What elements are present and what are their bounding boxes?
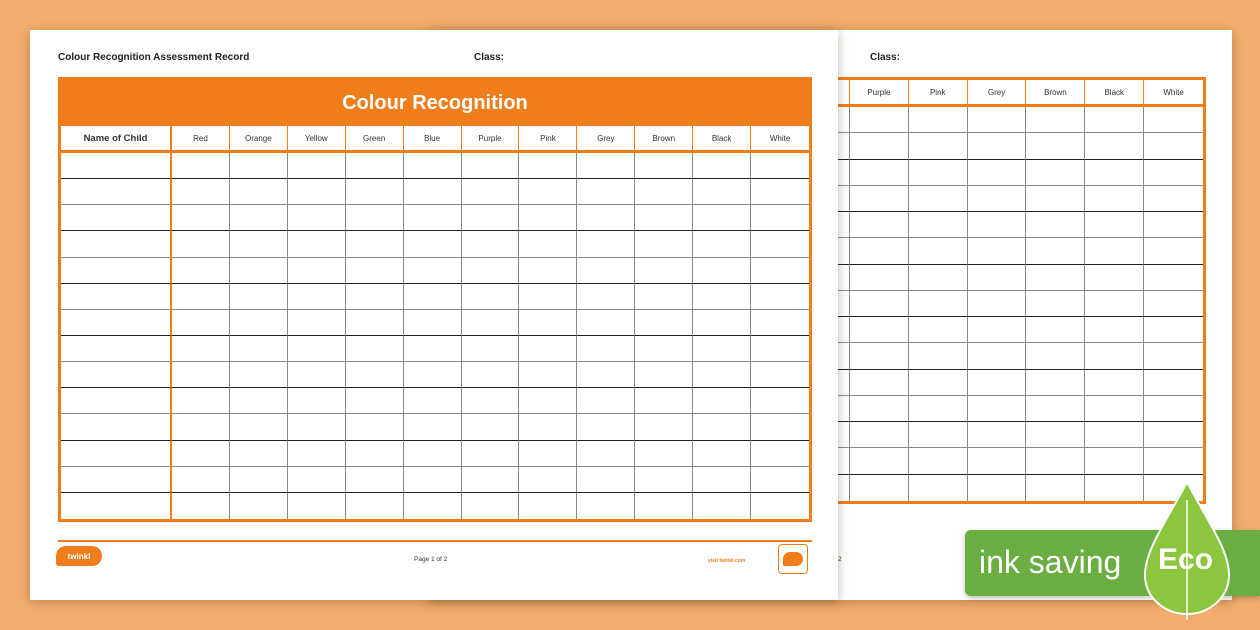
colour-check-cell (172, 493, 230, 519)
colour-check-cell (462, 336, 520, 362)
back-column-header-pink: Pink (909, 80, 968, 107)
colour-check-cell (751, 153, 809, 179)
back-class-label: Class: (870, 52, 901, 63)
colour-check-cell (577, 258, 635, 284)
back-table-cell (968, 133, 1027, 159)
footer-divider (58, 540, 812, 542)
colour-check-cell (577, 284, 635, 310)
child-name-cell (61, 284, 172, 310)
back-table-cell (968, 422, 1027, 448)
colour-check-cell (577, 467, 635, 493)
colour-check-cell (404, 362, 462, 388)
child-name-cell (61, 362, 172, 388)
back-table-cell (850, 133, 909, 159)
colour-check-cell (172, 336, 230, 362)
colour-check-cell (462, 231, 520, 257)
colour-check-cell (519, 414, 577, 440)
child-name-cell (61, 153, 172, 179)
colour-check-cell (230, 441, 288, 467)
colour-check-cell (230, 179, 288, 205)
colour-check-cell (288, 441, 346, 467)
colour-check-cell (346, 467, 404, 493)
colour-check-cell (751, 205, 809, 231)
colour-check-cell (230, 336, 288, 362)
column-header-orange: Orange (230, 126, 288, 153)
back-table-cell (1144, 448, 1203, 474)
back-assessment-table (828, 77, 1206, 504)
colour-check-cell (751, 493, 809, 519)
back-table-cell (968, 448, 1027, 474)
colour-check-cell (519, 179, 577, 205)
colour-check-cell (635, 467, 693, 493)
back-table-cell (850, 186, 909, 212)
colour-check-cell (751, 388, 809, 414)
column-header-yellow: Yellow (288, 126, 346, 153)
colour-check-cell (519, 441, 577, 467)
back-page-number: 2 (838, 556, 842, 563)
colour-check-cell (346, 336, 404, 362)
colour-check-cell (230, 414, 288, 440)
colour-check-cell (172, 414, 230, 440)
back-table-cell (1026, 107, 1085, 133)
colour-check-cell (462, 441, 520, 467)
colour-check-cell (172, 231, 230, 257)
colour-check-cell (693, 388, 751, 414)
back-table-cell (1144, 422, 1203, 448)
back-table-cell (1026, 291, 1085, 317)
colour-check-cell (519, 388, 577, 414)
back-table-cell (968, 160, 1027, 186)
back-table-cell (909, 396, 968, 422)
colour-check-cell (751, 362, 809, 388)
colour-check-cell (346, 179, 404, 205)
back-table-cell (968, 238, 1027, 264)
back-table-cell (1144, 107, 1203, 133)
colour-check-cell (751, 310, 809, 336)
colour-check-cell (172, 258, 230, 284)
assessment-table (58, 77, 812, 522)
back-table-cell (909, 133, 968, 159)
colour-check-cell (693, 205, 751, 231)
colour-check-cell (230, 388, 288, 414)
colour-check-cell (346, 153, 404, 179)
colour-check-cell (751, 179, 809, 205)
colour-check-cell (346, 414, 404, 440)
back-table-cell (1085, 370, 1144, 396)
back-table-cell (850, 265, 909, 291)
back-table-cell (968, 475, 1027, 501)
colour-check-cell (577, 310, 635, 336)
back-column-header-purple: Purple (850, 80, 909, 107)
colour-check-cell (519, 258, 577, 284)
back-table-cell (968, 396, 1027, 422)
colour-check-cell (519, 153, 577, 179)
back-table-cell (968, 212, 1027, 238)
colour-check-cell (462, 414, 520, 440)
colour-check-cell (693, 414, 751, 440)
table-grid (61, 126, 809, 519)
colour-check-cell (635, 388, 693, 414)
back-table-cell (968, 317, 1027, 343)
colour-check-cell (172, 284, 230, 310)
colour-check-cell (519, 362, 577, 388)
colour-check-cell (519, 310, 577, 336)
back-table-cell (1026, 396, 1085, 422)
back-table-grid (828, 80, 1203, 501)
back-table-cell (909, 475, 968, 501)
child-name-cell (61, 467, 172, 493)
colour-check-cell (346, 231, 404, 257)
back-table-cell (1144, 186, 1203, 212)
colour-check-cell (693, 493, 751, 519)
child-name-cell (61, 493, 172, 519)
colour-check-cell (462, 258, 520, 284)
back-table-cell (850, 238, 909, 264)
back-table-cell (850, 396, 909, 422)
back-table-cell (1026, 317, 1085, 343)
back-table-cell (850, 317, 909, 343)
back-table-cell (1026, 422, 1085, 448)
colour-check-cell (519, 231, 577, 257)
back-table-cell (1026, 448, 1085, 474)
back-table-cell (1144, 396, 1203, 422)
column-header-purple: Purple (462, 126, 520, 153)
back-table-cell (968, 370, 1027, 396)
colour-check-cell (693, 362, 751, 388)
colour-check-cell (230, 205, 288, 231)
back-table-cell (1085, 186, 1144, 212)
colour-check-cell (577, 441, 635, 467)
colour-check-cell (635, 441, 693, 467)
back-table-cell (1144, 238, 1203, 264)
back-table-cell (909, 291, 968, 317)
colour-check-cell (693, 467, 751, 493)
colour-check-cell (404, 284, 462, 310)
colour-check-cell (230, 153, 288, 179)
back-table-cell (1085, 291, 1144, 317)
back-table-cell (909, 238, 968, 264)
back-table-cell (909, 212, 968, 238)
back-table-cell (850, 370, 909, 396)
back-table-cell (1026, 475, 1085, 501)
table-title: Colour Recognition (61, 80, 809, 126)
back-table-cell (1085, 422, 1144, 448)
colour-check-cell (288, 310, 346, 336)
colour-check-cell (288, 284, 346, 310)
back-table-cell (1085, 107, 1144, 133)
back-table-cell (1144, 212, 1203, 238)
colour-check-cell (346, 258, 404, 284)
back-table-cell (1144, 370, 1203, 396)
back-table-cell (1026, 343, 1085, 369)
child-name-cell (61, 179, 172, 205)
colour-check-cell (635, 153, 693, 179)
back-table-cell (1085, 343, 1144, 369)
colour-check-cell (693, 310, 751, 336)
column-header-red: Red (172, 126, 230, 153)
colour-check-cell (577, 493, 635, 519)
colour-check-cell (172, 441, 230, 467)
back-table-cell (909, 448, 968, 474)
colour-check-cell (346, 388, 404, 414)
colour-check-cell (404, 310, 462, 336)
colour-check-cell (404, 258, 462, 284)
column-header-blue: Blue (404, 126, 462, 153)
colour-check-cell (346, 310, 404, 336)
back-table-cell (909, 422, 968, 448)
colour-check-cell (346, 441, 404, 467)
colour-check-cell (693, 258, 751, 284)
colour-check-cell (172, 310, 230, 336)
child-name-cell (61, 310, 172, 336)
back-column-header-brown: Brown (1026, 80, 1085, 107)
colour-check-cell (462, 205, 520, 231)
colour-check-cell (172, 153, 230, 179)
document-header-title: Colour Recognition Assessment Record (58, 52, 250, 63)
back-table-cell (909, 186, 968, 212)
colour-check-cell (346, 362, 404, 388)
colour-check-cell (635, 179, 693, 205)
colour-check-cell (288, 258, 346, 284)
colour-check-cell (462, 284, 520, 310)
colour-check-cell (172, 179, 230, 205)
back-table-cell (1085, 396, 1144, 422)
back-table-cell (909, 107, 968, 133)
colour-check-cell (404, 414, 462, 440)
colour-check-cell (288, 388, 346, 414)
back-table-cell (1085, 238, 1144, 264)
colour-check-cell (519, 467, 577, 493)
back-table-cell (1026, 212, 1085, 238)
colour-check-cell (404, 153, 462, 179)
child-name-cell (61, 258, 172, 284)
colour-check-cell (519, 493, 577, 519)
back-table-cell (909, 265, 968, 291)
back-table-cell (1085, 265, 1144, 291)
colour-check-cell (519, 205, 577, 231)
back-table-cell (850, 343, 909, 369)
colour-check-cell (693, 441, 751, 467)
colour-check-cell (288, 231, 346, 257)
colour-check-cell (751, 441, 809, 467)
back-column-header-white: White (1144, 80, 1203, 107)
colour-check-cell (230, 231, 288, 257)
colour-check-cell (346, 284, 404, 310)
back-table-cell (1026, 160, 1085, 186)
column-header-black: Black (693, 126, 751, 153)
colour-check-cell (462, 493, 520, 519)
colour-check-cell (577, 362, 635, 388)
colour-check-cell (751, 258, 809, 284)
back-table-cell (968, 265, 1027, 291)
colour-check-cell (751, 467, 809, 493)
colour-check-cell (751, 231, 809, 257)
back-table-cell (1026, 238, 1085, 264)
back-table-cell (850, 448, 909, 474)
back-table-cell (1026, 265, 1085, 291)
colour-check-cell (577, 414, 635, 440)
back-table-cell (909, 370, 968, 396)
colour-check-cell (230, 467, 288, 493)
back-table-cell (1085, 160, 1144, 186)
column-header-white: White (751, 126, 809, 153)
colour-check-cell (577, 388, 635, 414)
front-page (30, 30, 838, 600)
colour-check-cell (635, 284, 693, 310)
colour-check-cell (462, 179, 520, 205)
child-name-cell (61, 336, 172, 362)
back-table-cell (850, 422, 909, 448)
colour-check-cell (172, 362, 230, 388)
child-name-cell (61, 231, 172, 257)
colour-check-cell (404, 231, 462, 257)
child-name-cell (61, 205, 172, 231)
footer-url: visit twinkl.com (708, 558, 746, 564)
back-column-header-grey: Grey (968, 80, 1027, 107)
column-header-grey: Grey (577, 126, 635, 153)
colour-check-cell (230, 258, 288, 284)
column-header-name-of-child: Name of Child (61, 126, 172, 153)
back-table-cell (1026, 370, 1085, 396)
colour-check-cell (635, 310, 693, 336)
back-table-cell (1144, 291, 1203, 317)
colour-check-cell (288, 493, 346, 519)
column-header-pink: Pink (519, 126, 577, 153)
quality-badge-icon (778, 544, 808, 574)
back-table-cell (909, 317, 968, 343)
column-header-green: Green (346, 126, 404, 153)
twinkl-logo: twinkl (56, 546, 102, 566)
colour-check-cell (346, 205, 404, 231)
colour-check-cell (635, 493, 693, 519)
colour-check-cell (693, 179, 751, 205)
back-table-cell (850, 160, 909, 186)
colour-check-cell (577, 205, 635, 231)
colour-check-cell (288, 179, 346, 205)
colour-check-cell (693, 231, 751, 257)
column-header-brown: Brown (635, 126, 693, 153)
colour-check-cell (404, 205, 462, 231)
back-table-cell (968, 291, 1027, 317)
colour-check-cell (404, 336, 462, 362)
colour-check-cell (462, 362, 520, 388)
back-table-cell (1144, 343, 1203, 369)
colour-check-cell (230, 310, 288, 336)
back-table-cell (968, 186, 1027, 212)
colour-check-cell (288, 205, 346, 231)
colour-check-cell (288, 467, 346, 493)
colour-check-cell (288, 153, 346, 179)
colour-check-cell (172, 388, 230, 414)
colour-check-cell (635, 231, 693, 257)
colour-check-cell (751, 336, 809, 362)
colour-check-cell (577, 231, 635, 257)
back-table-cell (1085, 475, 1144, 501)
page-number: Page 1 of 2 (414, 556, 448, 563)
colour-check-cell (635, 336, 693, 362)
colour-check-cell (404, 493, 462, 519)
colour-check-cell (288, 336, 346, 362)
back-table-cell (909, 343, 968, 369)
colour-check-cell (172, 467, 230, 493)
child-name-cell (61, 388, 172, 414)
back-column-header-black: Black (1085, 80, 1144, 107)
colour-check-cell (462, 388, 520, 414)
back-table-cell (968, 343, 1027, 369)
back-table-cell (968, 107, 1027, 133)
colour-check-cell (230, 493, 288, 519)
colour-check-cell (404, 441, 462, 467)
colour-check-cell (462, 310, 520, 336)
colour-check-cell (635, 362, 693, 388)
child-name-cell (61, 414, 172, 440)
colour-check-cell (462, 153, 520, 179)
colour-check-cell (519, 336, 577, 362)
colour-check-cell (751, 414, 809, 440)
back-table-cell (1026, 186, 1085, 212)
colour-check-cell (635, 205, 693, 231)
colour-check-cell (230, 362, 288, 388)
child-name-cell (61, 441, 172, 467)
colour-check-cell (172, 205, 230, 231)
back-table-cell (850, 212, 909, 238)
back-table-cell (850, 475, 909, 501)
back-table-cell (1085, 212, 1144, 238)
colour-check-cell (751, 284, 809, 310)
colour-check-cell (462, 467, 520, 493)
colour-check-cell (230, 284, 288, 310)
colour-check-cell (635, 414, 693, 440)
back-table-cell (1144, 133, 1203, 159)
back-table-cell (850, 291, 909, 317)
colour-check-cell (577, 336, 635, 362)
back-table-cell (1085, 317, 1144, 343)
colour-check-cell (346, 493, 404, 519)
colour-check-cell (693, 336, 751, 362)
colour-check-cell (288, 414, 346, 440)
eco-badge-label: Eco (1158, 543, 1214, 576)
colour-check-cell (635, 258, 693, 284)
back-table-cell (909, 160, 968, 186)
colour-check-cell (577, 153, 635, 179)
class-label: Class: (474, 52, 505, 63)
colour-check-cell (577, 179, 635, 205)
back-table-cell (1144, 317, 1203, 343)
back-table-cell (850, 107, 909, 133)
colour-check-cell (404, 467, 462, 493)
back-table-cell (1026, 133, 1085, 159)
colour-check-cell (288, 362, 346, 388)
colour-check-cell (693, 284, 751, 310)
back-table-cell (1085, 133, 1144, 159)
colour-check-cell (519, 284, 577, 310)
colour-check-cell (404, 388, 462, 414)
back-table-cell (1144, 265, 1203, 291)
colour-check-cell (404, 179, 462, 205)
colour-check-cell (693, 153, 751, 179)
ink-saving-label: ink saving (979, 544, 1122, 580)
back-table-cell (1144, 160, 1203, 186)
back-table-cell (1085, 448, 1144, 474)
